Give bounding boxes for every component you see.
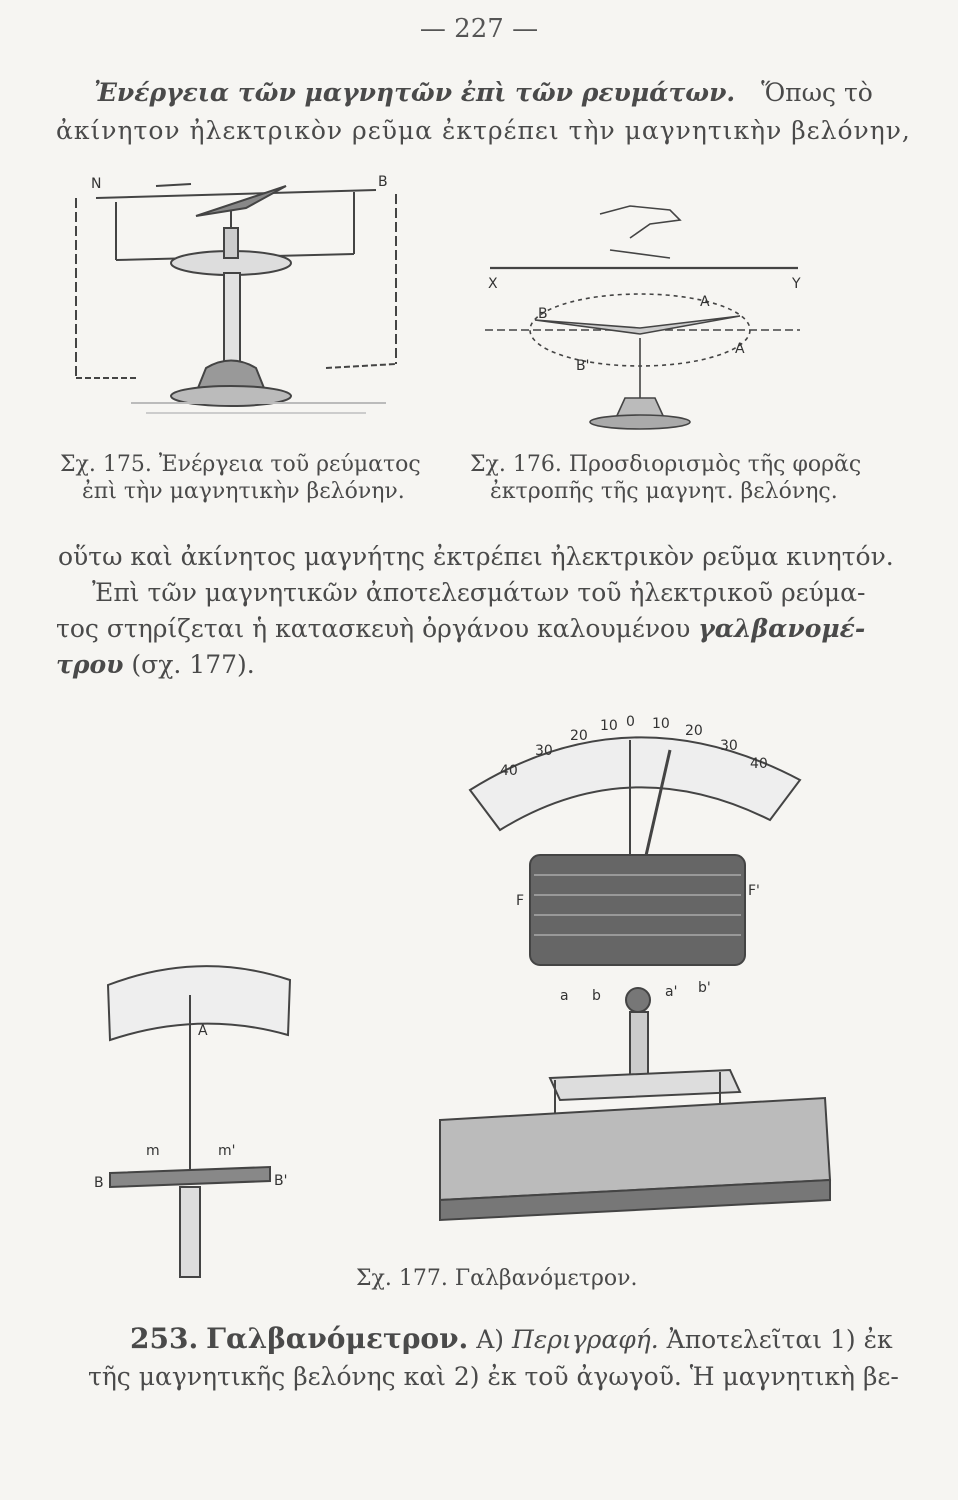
paragraph-3-line-3 (56, 650, 255, 680)
figure-176-caption-line-2: ἐκτροπῆς τῆς μαγνητ. βελόνης. (490, 479, 838, 504)
fig176-label-b: B (538, 306, 548, 322)
side-label-b-prime: B' (274, 1173, 288, 1189)
text-fragment: Ἀποτελεῖται 1) ἐκ (666, 1325, 893, 1354)
figure-177-caption: Σχ. 177. Γαλβανόμετρον. (356, 1266, 638, 1291)
section-title: Γαλβανόμετρον. (206, 1322, 469, 1355)
fig176-label-y: Y (792, 276, 801, 292)
figure-reference: (σχ. 177). (131, 650, 255, 679)
figure-175-caption-line-1: Σχ. 175. Ἐνέργεια τοῦ ρεύματος (60, 452, 421, 477)
fig177-label-f: F (516, 893, 525, 909)
fig177-scale-tick: 10 (652, 716, 670, 732)
paragraph-3-line-1: Ἐπὶ τῶν μαγνητικῶν ἀποτελεσμάτων τοῦ ἠλεκτρικοῦ ρεύμα- (92, 578, 866, 607)
paragraph-1-line-2: ἀκίνητον ἠλεκτρικὸν ρεῦμα ἐκτρέπει τὴν μαγνητικὴν βελόνην, (56, 116, 911, 145)
section-number: 253. (130, 1322, 199, 1355)
term-galvanometer-end: τρου (56, 650, 124, 679)
subsection-title: Περιγραφή. (512, 1325, 659, 1354)
fig177-scale-tick: 0 (626, 714, 635, 730)
text-fragment: τος στηρίζεται ἡ κατασκευὴ ὀργάνου καλουμένου (56, 614, 691, 643)
fig175-label-b: B (378, 174, 388, 190)
side-label-b: B (94, 1175, 104, 1191)
fig177-scale-tick: 40 (750, 756, 768, 772)
fig175-label-n: N (91, 176, 102, 192)
figure-176-illustration (480, 188, 810, 438)
fig177-scale-tick: 30 (535, 743, 553, 759)
figure-177-illustration (430, 700, 850, 1240)
section-heading-italic: Ἐνέργεια τῶν μαγνητῶν ἐπὶ τῶν ρευμάτων. (94, 78, 736, 107)
text-fragment: Ὅπως τὸ (761, 78, 873, 107)
fig177-scale-tick: 10 (600, 718, 618, 734)
fig177-label-f-prime: F' (748, 883, 760, 899)
fig177-scale-tick: 20 (685, 723, 703, 739)
fig177-label-b-prime: b' (698, 980, 711, 996)
section-253-line-2: τῆς μαγνητικῆς βελόνης καὶ 2) ἐκ τοῦ ἀγωγοῦ. Ἡ μαγνητικὴ βε- (88, 1362, 899, 1391)
fig176-label-x: X (488, 276, 498, 292)
needle-diagram-illustration (90, 955, 300, 1285)
paragraph-1-line-1 (94, 78, 873, 108)
paragraph-2-line-1: οὕτω καὶ ἀκίνητος μαγνήτης ἐκτρέπει ἠλεκτρικὸν ρεῦμα κινητόν. (58, 542, 894, 571)
figure-176-caption-line-1: Σχ. 176. Προσδιορισμὸς τῆς φορᾶς (470, 452, 862, 477)
fig177-label-b: b (592, 988, 601, 1004)
fig177-scale-tick: 20 (570, 728, 588, 744)
side-label-m: m (146, 1143, 160, 1159)
fig177-scale-tick: 30 (720, 738, 738, 754)
paragraph-3-line-2 (56, 614, 865, 644)
fig177-label-a-prime: a' (665, 984, 678, 1000)
fig176-label-b-prime: B' (576, 358, 590, 374)
fig177-scale-tick: 40 (500, 763, 518, 779)
subsection-prefix: Α) (476, 1325, 505, 1354)
section-253-line-1 (130, 1324, 893, 1355)
side-label-a: A (198, 1023, 208, 1039)
page-number: — 227 — (419, 14, 539, 44)
fig177-label-a: a (560, 988, 569, 1004)
fig176-label-a: A (700, 294, 710, 310)
fig176-label-a-prime: A (735, 341, 745, 357)
figure-175-illustration (56, 168, 426, 428)
term-galvanometer: γαλβανομέ- (698, 614, 866, 643)
side-label-m-prime: m' (218, 1143, 236, 1159)
figure-175-caption-line-2: ἐπὶ τὴν μαγνητικὴν βελόνην. (82, 479, 405, 504)
